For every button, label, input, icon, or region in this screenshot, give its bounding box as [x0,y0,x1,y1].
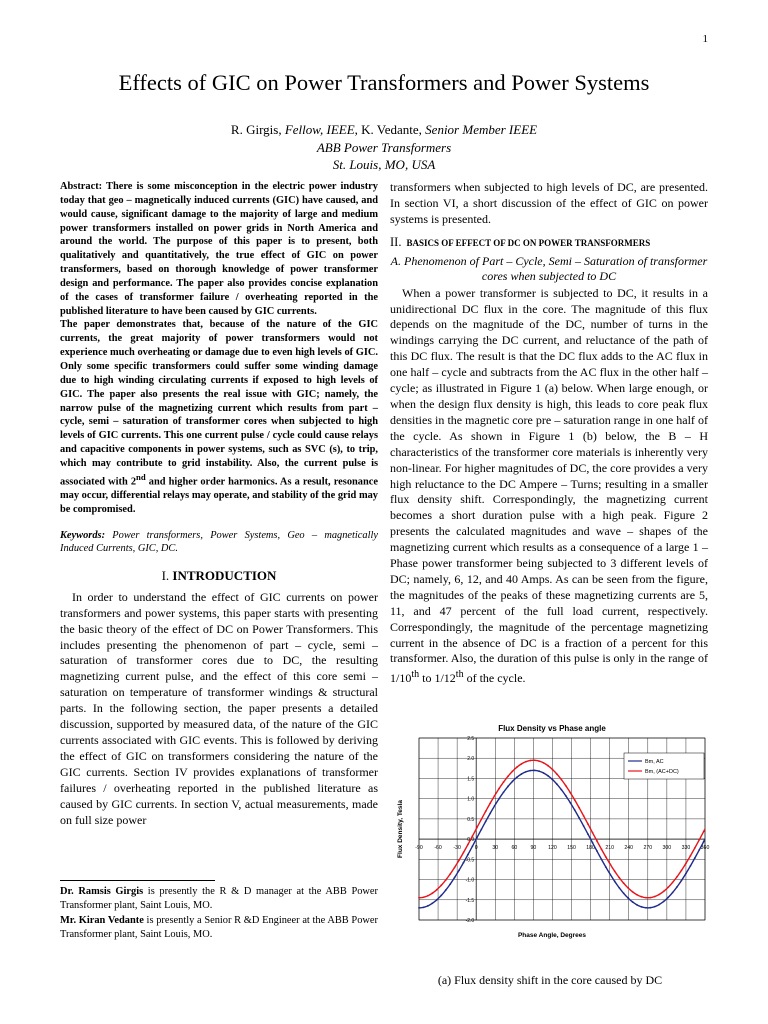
x-tick-label: 240 [624,845,634,852]
series-1-point [520,773,522,775]
series-1-point [512,781,514,783]
series-2-point [516,766,518,768]
footnote-2-text: is presently a Senior R &D Engineer at the ABB Power Transformer plant, Saint Louis, MO. [60,914,378,940]
series-1-point [418,907,420,909]
section-2-body-b: to 1/12 [419,671,456,686]
chart-title: Flux Density vs Phase angle [498,724,606,733]
series-2-point [547,765,549,767]
series-1-point [565,795,567,797]
series-1-point [596,850,598,852]
series-1-point [618,887,620,889]
series-2-point [645,897,647,899]
footnote-1 [60,885,378,914]
series-2-point [467,844,469,846]
series-1-point [560,789,562,791]
series-1-point [685,873,687,875]
section-2-sup-2: th [455,669,464,681]
series-2-point [583,815,585,817]
series-1-point [449,883,451,885]
abstract-paragraph-1: Abstract: There is some misconception in the electric power industry today that geo – magnetically induced currents (GIC) have caused, and would cause, significant damage to the majority of large and medium power transformers installed on power grids in North America and around the world. The purpose of this paper is to present, both qualitatively and quantitatively, the true effect of GIC on power transformers, based on thorough knowledge of power transformer design and performance. The paper also provides concise explanation of the cases of transformer failure / overheating reported in the published literature to have been caused by GIC currents. [60,181,378,317]
series-2-point [471,835,473,837]
series-2-point [574,799,576,801]
series-2-point [423,896,425,898]
series-2-point [440,884,442,886]
series-2-point [418,897,420,899]
series-2-point [694,847,696,849]
series-2-point [445,879,447,881]
series-1-point [436,899,438,901]
y-tick-label: 2.5 [467,736,475,742]
series-1-point [454,877,456,879]
right-column [390,180,708,687]
abstract-p2-part-a: The paper demonstrates that, because of the nature of the GIC currents, the great majority of power transformers would not experience much overheating or damage due to even high levels of GIC. Only some specific transformers could suffer some winding damage due to high winding circulating currents if exposed to high levels of GIC. The paper also presents the real issue with GIC; namely, the narrow pulse of the magnetizing current which results from part – cycle, semi – saturation of transformer cores when subjected to high levels of GIC currents. This one current pulse / cycle could cause relays and capacitive components in power systems, such as SVC (s), to trip, which may contribute to grid instability. Also, the current pulse is associated with 2 [60,319,378,488]
series-2-point [627,887,629,889]
series-2-point [654,896,656,898]
series-1-point [672,892,674,894]
series-2-point [534,759,536,761]
x-tick-label: -30 [453,845,461,852]
series-2-point [667,886,669,888]
section-1-number: I. [161,567,170,583]
series-1-point [614,881,616,883]
series-2-point [512,770,514,772]
author-1-grade: Fellow, IEEE [284,122,355,137]
series-2-point [538,760,540,762]
section-2-body [390,286,708,688]
y-tick-label: 2.0 [467,756,475,763]
series-2-point [507,775,509,777]
series-2-point [618,877,620,879]
series-2-point [685,862,687,864]
intro-continuation: transformers when subjected to high levels of DC, are presented. In section VI, a short discussion of the effect of GIC on power systems is presented. [390,180,708,226]
series-2-point [569,792,571,794]
subsection-a-heading: A. Phenomenon of Part – Cycle, Semi – Saturation of transformer cores when subjected to DC [390,253,708,283]
legend-box [624,753,704,779]
series-1-point [663,901,665,903]
section-2-heading [390,235,708,252]
section-2-number: II. [390,234,402,249]
series-2-point [480,819,482,821]
author-2-grade: Senior Member IEEE [425,122,538,137]
x-tick-label: 180 [586,845,595,852]
series-1-point [556,783,558,785]
footnote-2-name: Mr. Kiran Vedante [60,914,144,926]
series-2-point [663,890,665,892]
section-1-heading [60,568,378,584]
series-2-point [614,870,616,872]
section-2-body-c: of the cycle. [463,671,526,686]
series-2-point [485,810,487,812]
series-2-point [525,761,527,763]
x-tick-label: 300 [662,845,672,852]
y-tick-label: 0.5 [467,816,475,823]
paper-title: Effects of GIC on Power Transformers and Power Systems [118,70,650,95]
page-number: 1 [702,33,708,45]
author-line [0,121,768,139]
y-axis-label: Flux Density, Tesla [397,800,404,858]
series-2-point [632,891,634,893]
series-1-point [458,869,460,871]
series-1-point [654,906,656,908]
series-2-point [681,869,683,871]
series-1-point [569,802,571,804]
series-1-point [503,791,505,793]
series-2-point [560,779,562,781]
series-2-point [641,896,643,898]
series-1-point [485,820,487,822]
y-tick-label: -0.5 [465,857,475,864]
series-1-point [423,906,425,908]
series-1-point [516,776,518,778]
series-2-point [592,832,594,834]
series-1-point [427,905,429,907]
series-1-point [641,906,643,908]
series-1-point [658,904,660,906]
series-2-point [463,852,465,854]
abstract-p2-part-b: and higher order harmonics. As a result, resonance may occur, differential relays may operate, and stability of the grid may be compromised. [60,476,378,515]
series-2-point [494,795,496,797]
section-2-sup-1: th [411,669,420,681]
series-1-point [445,889,447,891]
series-2-point [436,889,438,891]
x-tick-label: 150 [567,845,576,852]
series-1-point [649,907,651,909]
section-1-title: INTRODUCTION [172,567,277,583]
x-tick-label: 330 [681,845,691,852]
series-1-point [694,857,696,859]
series-2-point [543,762,545,764]
series-2-point [476,827,478,829]
series-2-point [503,781,505,783]
series-2-point [454,867,456,869]
series-1-point [645,907,647,909]
series-1-point [507,786,509,788]
x-tick-label: 0 [474,845,478,852]
series-1-point [529,770,531,772]
series-2-point [552,769,554,771]
x-tick-label: -60 [434,845,442,852]
series-1-point [547,775,549,777]
series-1-point [592,842,594,844]
series-1-point [574,809,576,811]
series-2-point [449,873,451,875]
y-tick-label: 1.5 [467,776,475,783]
series-1-point [601,858,603,860]
y-tick-label: -2.0 [465,918,475,924]
footnote-1-text: is presently the R & D manager at the ABB Power Transformer plant, Saint Louis, MO. [60,886,378,912]
x-tick-label: 270 [643,845,653,852]
keywords-label: Keywords: [60,529,106,541]
series-1-point [463,862,465,864]
section-2-title: BASICS OF EFFECT OF DC ON POWER TRANSFORMERS [406,237,651,248]
location: St. Louis, MO, USA [332,157,436,172]
footnote-divider [60,880,215,881]
series-2-point [596,840,598,842]
series-2-point [578,807,580,809]
series-2-point [458,859,460,861]
series-2-point [520,763,522,765]
series-1-point [543,772,545,774]
flux-density-chart [393,720,711,945]
series-line-2 [419,760,705,898]
abstract-paragraph-2 [60,318,378,516]
series-1-point [689,865,691,867]
series-1-point [498,798,500,800]
left-column [60,180,378,828]
authors-block [0,121,768,174]
series-1-point [703,841,705,843]
series-1-point [609,874,611,876]
x-axis-label: Phase Angle, Degrees [517,932,587,939]
series-1-point [525,771,527,773]
series-1-point [578,817,580,819]
series-2-point [556,773,558,775]
series-1-point [467,854,469,856]
x-tick-label: 210 [605,845,614,852]
y-tick-label: 0.0 [467,837,475,844]
series-2-point [703,830,705,832]
series-1-point [534,769,536,771]
series-1-point [623,892,625,894]
series-2-point [605,856,607,858]
footnote-1-name: Dr. Ramsis Girgis [60,886,144,897]
series-2-point [672,882,674,884]
series-1-point [698,849,700,851]
series-2-point [658,893,660,895]
series-1-point [681,880,683,882]
series-2-point [636,894,638,896]
y-tick-label: -1.5 [465,897,475,904]
author-2: , K. Vedante, [354,122,426,137]
figure-caption: (a) Flux density shift in the core caused by DC [437,973,663,987]
series-1-point [431,902,433,904]
x-tick-label: 120 [548,845,557,852]
series-1-point [440,895,442,897]
x-tick-label: 60 [511,845,518,852]
series-1-point [676,886,678,888]
series-1-point [552,779,554,781]
figure-1a-chart [393,720,711,945]
series-1-point [587,833,589,835]
abstract-p2-sup: nd [136,471,146,482]
keywords-text: Power transformers, Power Systems, Geo – magnetically Induced Currents, GIC, DC. [60,529,378,555]
y-tick-label: 1.0 [467,796,475,803]
series-1-point [489,812,491,814]
series-2-point [623,882,625,884]
series-1-point [627,897,629,899]
series-1-point [494,805,496,807]
legend-label-2: Bm, (AC+DC) [645,769,679,775]
x-tick-label: -90 [415,845,423,852]
legend-label-1: Bm, AC [645,759,664,765]
series-1-point [538,770,540,772]
author-1: R. Girgis, [230,122,285,137]
x-tick-label: 90 [530,845,537,852]
series-2-point [676,876,678,878]
section-2-body-a: When a power transformer is subjected to DC, it results in a unidirectional DC flux in the core. The magnitude of this flux depends on the magnitude of the DC, number of turns in the windings carrying the DC current, and reluctance of the path of this DC flux. The result is that the DC flux adds to the AC flux in one half – cycle and subtracts from the AC flux in the other half – cycle; as illustrated in Figure 1 (a) below. When large enough, or when the design flux density is high, this leads to core peak flux densities in the magnetic core pre – saturation range in one half of the cycle. As shown in Figure 1 (b) below, the B – H characteristics of the transformer core materials is inherently very non-linear. For higher magnitudes of DC, the core provides a very high reluctance to the DC Ampere – Turns; resulting in a smaller flux density shift. Correspondingly, the magnetizing current becomes a short duration pulse with a high peak. Figure 2 presents the calculated magnitudes and wave – shapes of the magnetizing current which results as a consequence of a large 1 – Phase power transformer being subjected to 3 different levels of DC; namely, 6, 12, and 40 Amps. As can be seen from the figure, the magnitudes of the peaks of these magnetizing currents are 5, 11, and 47 percent of the full load current, respectively. Correspondingly, the magnitude of the percentage magnetizing current in the absence of DC is a fraction of a percent for this transformer. Also, the duration of this pulse is only in the range of 1/10 [390,285,708,686]
footnotes [60,885,378,942]
series-1-point [583,825,585,827]
series-1-point [605,866,607,868]
series-2-point [431,892,433,894]
series-1-point [480,829,482,831]
series-1-point [636,904,638,906]
introduction-body: In order to understand the effect of GIC currents on power transformers and power systems, this paper starts with presenting the basic theory of the effect of DC on Power Transformers. This includes presenting the phenomenon of part – cycle, semi – saturation of transformer cores due to DC, the resulting magnetizing current pulse, and the effect of this core semi – saturation on temperature of transformer windings & structural parts. In the following section, the paper presents a detailed discussion, supported by measured data, of the nature of the GIC currents associated with GIC events. This is followed by deriving the effect of GIC on transformers considering the nature of the GIC currents. Section IV provides explanations of transformer failures / overheating reported in the published literature as caused by GIC currents. In section V, actual measurements, made on full size power [60,589,378,827]
series-1-point [471,845,473,847]
series-2-point [698,839,700,841]
footnote-2 [60,914,378,943]
x-tick-label: 360 [700,845,710,852]
series-2-point [427,895,429,897]
series-2-point [649,897,651,899]
keywords [60,529,378,556]
series-1-point [632,901,634,903]
series-2-point [489,802,491,804]
x-tick-label: 30 [492,845,499,852]
series-2-point [601,848,603,850]
series-2-point [587,823,589,825]
series-2-point [565,785,567,787]
series-2-point [498,788,500,790]
series-1-point [667,897,669,899]
y-tick-label: -1.0 [465,877,475,884]
series-2-point [529,760,531,762]
series-2-point [609,864,611,866]
affiliation: ABB Power Transformers [316,139,452,155]
series-1-point [476,837,478,839]
series-2-point [689,855,691,857]
